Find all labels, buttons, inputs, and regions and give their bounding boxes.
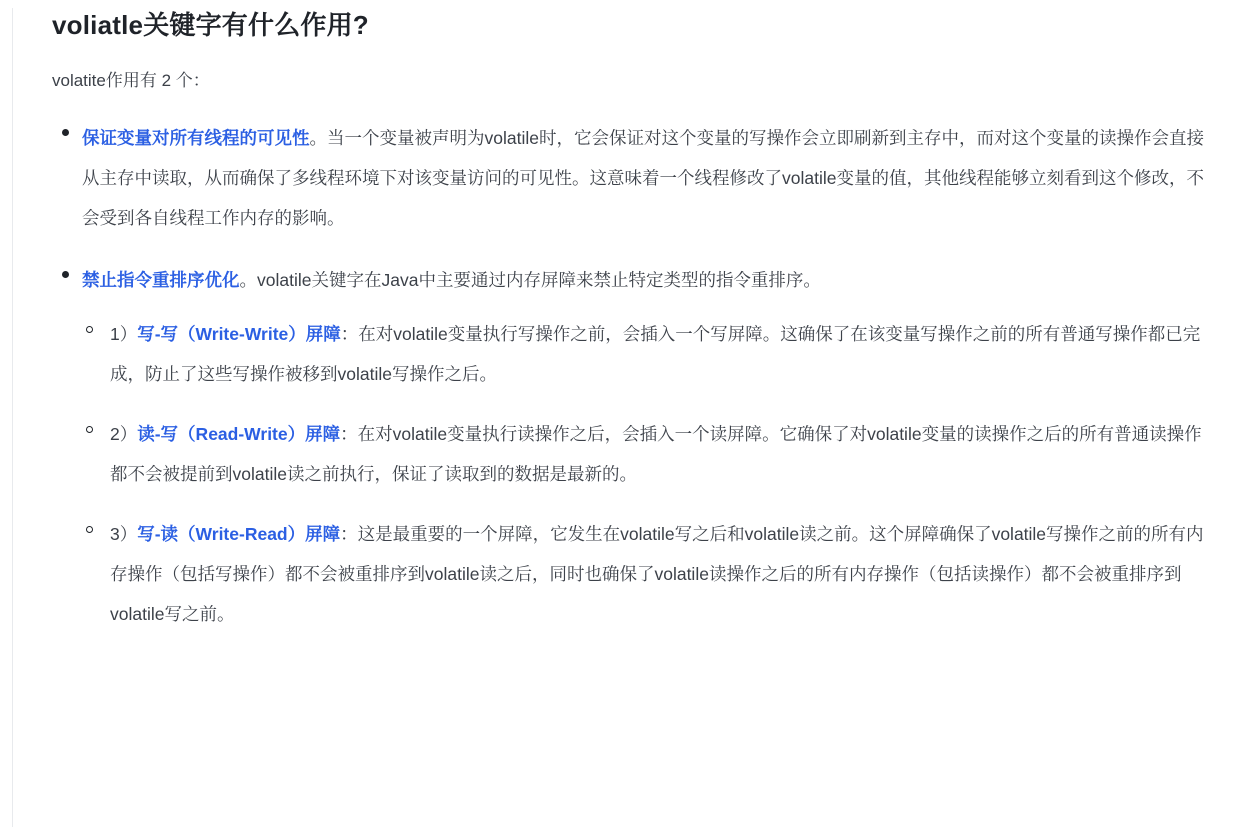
list-item-body: 。volatile关键字在Java中主要通过内存屏障来禁止特定类型的指令重排序。 (239, 270, 821, 290)
bullet-icon (62, 129, 69, 136)
list-item-body: 。当一个变量被声明为volatile时，它会保证对这个变量的写操作会立即刷新到主存中，而对这个变量的读操作会直接从主存中读取，从而确保了多线程环境下对该变量访问的可见性。这意味着一个线程修改了volatile变量的值，其他线程能够立刻看到这个修改，不会受到各自线程工作内存的影响。 (82, 128, 1204, 228)
sub-item-keyword: 读-写（Read-Write）屏障 (137, 424, 341, 444)
list-item (82, 314, 1211, 394)
bullet-hollow-icon (86, 426, 93, 433)
sub-item-text (110, 514, 1211, 634)
sub-item-body: ：这是最重要的一个屏障，它发生在volatile写之后和volatile读之前。这个屏障确保了volatile写操作之前的所有内存操作（包括写操作）都不会被重排序到volatile读之后，同时也确保了volatile读操作之后的所有内存操作（包括读操作）都不会被重排序到volatile写之前。 (110, 524, 1204, 624)
lead-paragraph: volatite作用有 2 个： (52, 71, 210, 90)
top-level-list (40, 118, 1211, 634)
list-item-text (82, 260, 1211, 300)
left-margin-rule (12, 8, 13, 827)
sub-item-body: ：在对volatile变量执行读操作之后，会插入一个读屏障。它确保了对volatile变量的读操作之后的所有普通读操作都不会被提前到volatile读之前执行，保证了读取到的数据是最新的。 (110, 424, 1202, 484)
page-title: voliatle关键字有什么作用? (52, 10, 369, 40)
bullet-icon (62, 271, 69, 278)
list-item-keyword: 禁止指令重排序优化 (82, 270, 240, 290)
sub-item-body: ：在对volatile变量执行写操作之前，会插入一个写屏障。这确保了在该变量写操作之前的所有普通写操作都已完成，防止了这些写操作被移到volatile写操作之后。 (110, 324, 1201, 384)
list-item (82, 414, 1211, 494)
sub-item-keyword: 写-读（Write-Read）屏障 (137, 524, 341, 544)
list-item-keyword: 保证变量对所有线程的可见性 (82, 128, 310, 148)
sub-item-text (110, 314, 1211, 394)
bullet-hollow-icon (86, 326, 93, 333)
list-item (82, 514, 1211, 634)
sub-item-text (110, 414, 1211, 494)
sub-item-number: 3） (110, 524, 138, 544)
sub-item-number: 2） (110, 424, 138, 444)
list-item (40, 260, 1211, 634)
document-page (0, 8, 1251, 827)
sub-item-keyword: 写-写（Write-Write）屏障 (137, 324, 341, 344)
bullet-hollow-icon (86, 526, 93, 533)
sub-item-number: 1） (110, 324, 138, 344)
list-item-text (82, 118, 1211, 238)
sub-level-list (82, 314, 1211, 634)
list-item (40, 118, 1211, 238)
